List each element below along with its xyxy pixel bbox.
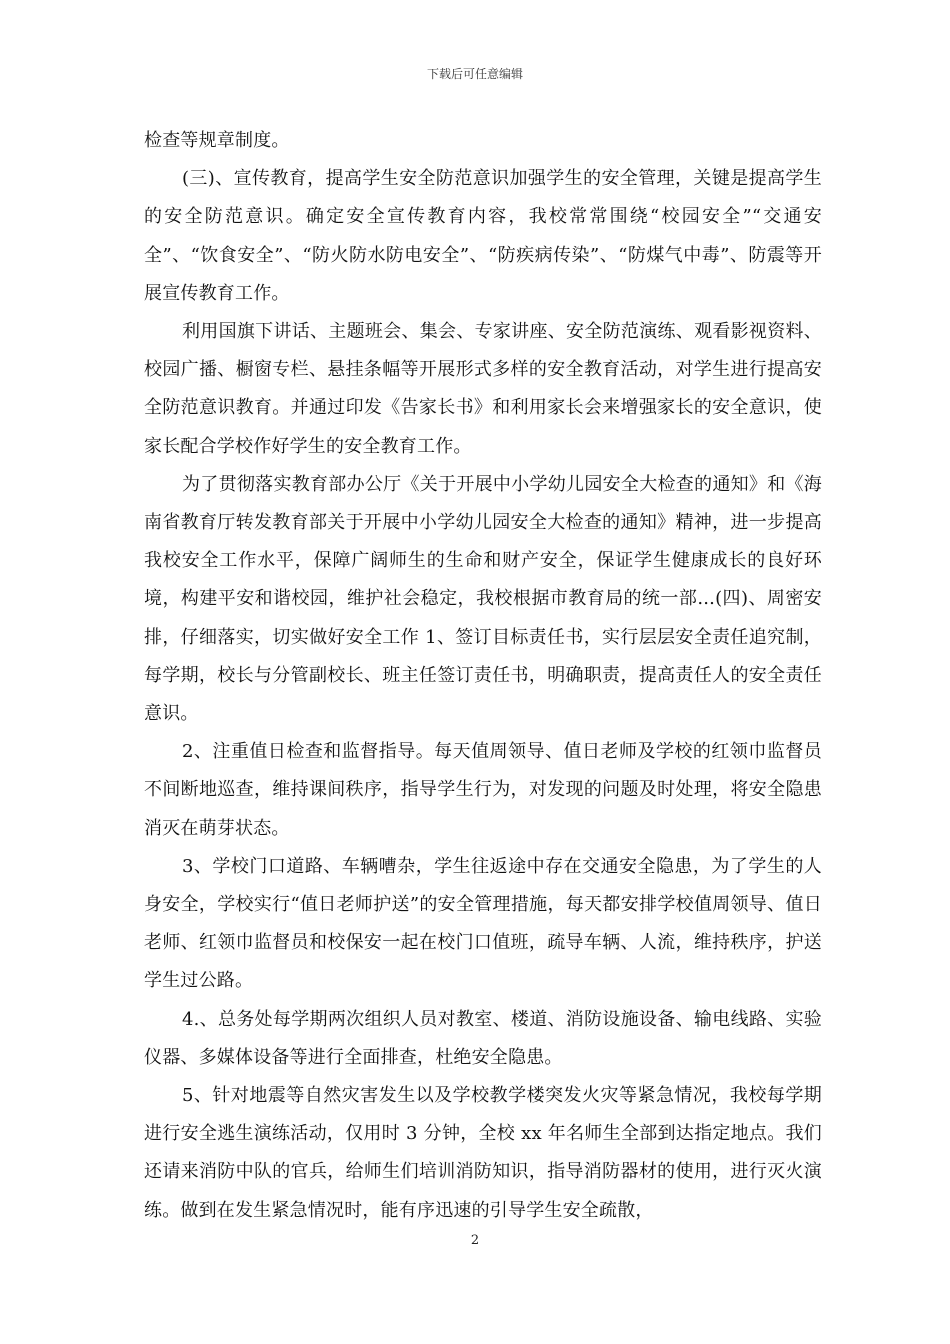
page-header: 下载后可任意编辑	[426, 67, 523, 81]
paragraph: 4.、总务处每学期两次组织人员对教室、楼道、消防设施设备、输电线路、实验仪器、多媒体设备等进行全面排查，杜绝安全隐患。	[144, 1008, 822, 1068]
paragraph: 检查等规章制度。	[144, 130, 290, 151]
paragraph: (三)、宣传教育，提高学生安全防范意识加强学生的安全管理，关键是提高学生的安全防范意识。确定安全宣传教育内容，我校常常围绕“校园安全”“交通安全”、“饮食安全”、“防火防水防电安全”、“防疾病传染”、“防煤气中毒”、防震等开展宣传教育工作。	[144, 168, 822, 304]
document-body	[144, 122, 822, 1230]
page-number: 2	[470, 1233, 480, 1248]
paragraph: 5、针对地震等自然灾害发生以及学校教学楼突发火灾等紧急情况，我校每学期进行安全逃生演练活动，仅用时 3 分钟，全校 xx 年名师生全部到达指定地点。我们还请来消防中队的官兵，给师生们培训消防知识，指导消防器材的使用，进行灭火演练。做到在发生紧急情况时，能有序迅速的引导学生安全疏散，	[144, 1085, 822, 1221]
paragraph: 利用国旗下讲话、主题班会、集会、专家讲座、安全防范演练、观看影视资料、校园广播、橱窗专栏、悬挂条幅等开展形式多样的安全教育活动，对学生进行提高安全防范意识教育。并通过印发《告家长书》和利用家长会来增强家长的安全意识，使家长配合学校作好学生的安全教育工作。	[144, 321, 822, 457]
paragraph: 3、学校门口道路、车辆嘈杂，学生往返途中存在交通安全隐患，为了学生的人身安全，学校实行“值日老师护送”的安全管理措施，每天都安排学校值周领导、值日老师、红领巾监督员和校保安一起在校门口值班，疏导车辆、人流，维持秩序，护送学生过公路。	[144, 855, 822, 992]
paragraph: 为了贯彻落实教育部办公厅《关于开展中小学幼儿园安全大检查的通知》和《海南省教育厅转发教育部关于开展中小学幼儿园安全大检查的通知》精神，进一步提高我校安全工作水平，保障广阔师生的生命和财产安全，保证学生健康成长的良好环境，构建平安和谐校园，维护社会稳定，我校根据市教育局的统一部...(四)、周密安排，仔细落实，切实做好安全工作 1、签订目标责任书，实行层层安全责任追究制，每学期，校长与分管副校长、班主任签订责任书，明确职责，提高责任人的安全责任意识。	[144, 473, 822, 725]
paragraph: 2、注重值日检查和监督指导。每天值周领导、值日老师及学校的红领巾监督员不间断地巡查，维持课间秩序，指导学生行为，对发现的问题及时处理，将安全隐患消灭在萌芽状态。	[144, 741, 822, 839]
